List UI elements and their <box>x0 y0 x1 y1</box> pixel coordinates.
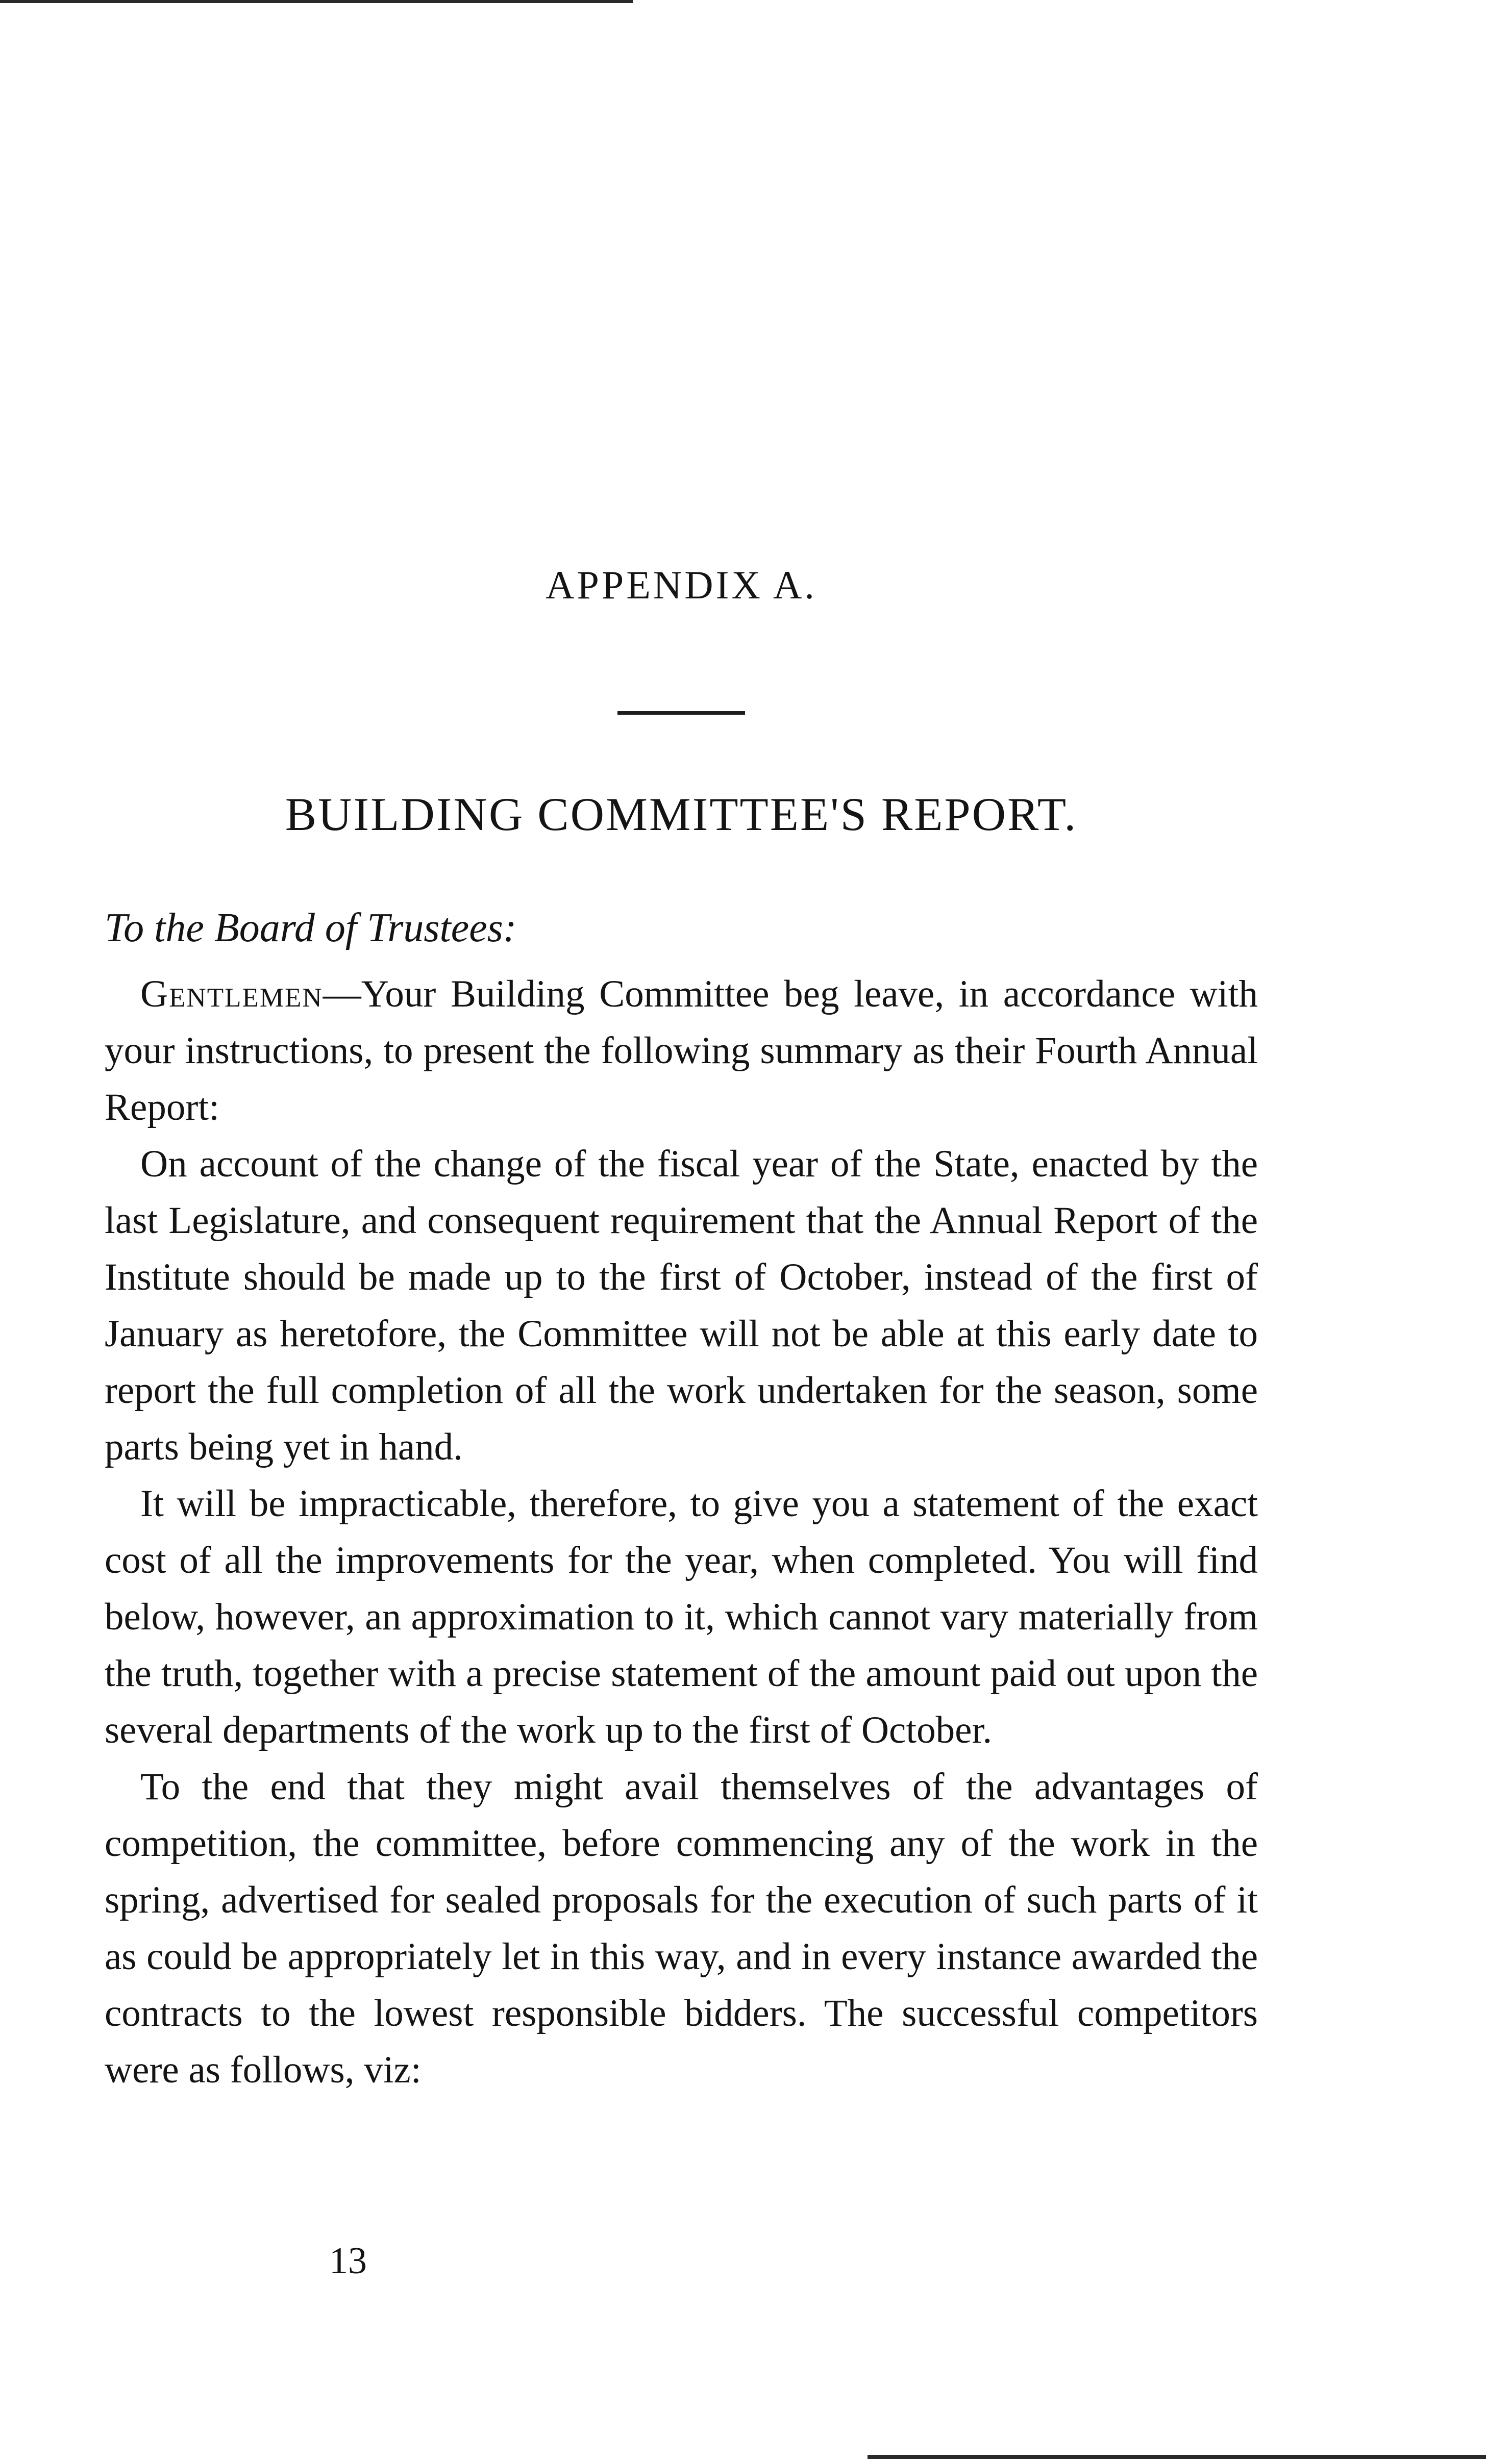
salutation-lead: Gentlemen <box>140 972 323 1015</box>
page-content <box>105 561 1258 2098</box>
paragraph-contracts: To the end that they might avail themselves of the advantages of competition, the committee, before commencing any of the work in the spring, advertised for sealed proposals for the execution of such parts of it as could be appropriately let in this way, and in every instance awarded the contracts to the lowest responsible bidders. The successful competitors were as follows, viz: <box>105 1765 1258 2091</box>
page-number: 13 <box>329 2240 367 2282</box>
paragraph-fiscal-year: On account of the change of the fiscal year of the State, enacted by the last Legislature, and consequent requirement that the Annual Report of the Institute should be made up to the first of October, instead of the first of January as heretofore, the Committee will not be able at this early date to report the full completion of all the work undertaken for the season, some parts being yet in hand. <box>105 1142 1258 1468</box>
bottom-edge-rule <box>868 2455 1486 2459</box>
top-edge-rule <box>0 0 633 3</box>
paragraph-opening <box>105 966 1258 1136</box>
paragraph-opening-text: —Your Building Committee beg leave, in accordance with your instructions, to present the following summary as their Fourth Annual Report: <box>105 972 1258 1128</box>
report-body <box>105 966 1258 2098</box>
salutation: To the Board of Trustees: <box>105 905 517 950</box>
paragraph-cost-statement: It will be impracticable, therefore, to give you a statement of the exact cost of all the improvements for the year, when completed. You will find below, however, an approximation to it, which cannot vary materially from the truth, together with a precise statement of the amount paid out upon the several departments of the work up to the first of October. <box>105 1482 1258 1751</box>
heading-divider <box>617 711 745 715</box>
report-title: BUILDING COMMITTEE'S REPORT. <box>285 788 1078 840</box>
appendix-heading: APPENDIX A. <box>546 563 817 607</box>
